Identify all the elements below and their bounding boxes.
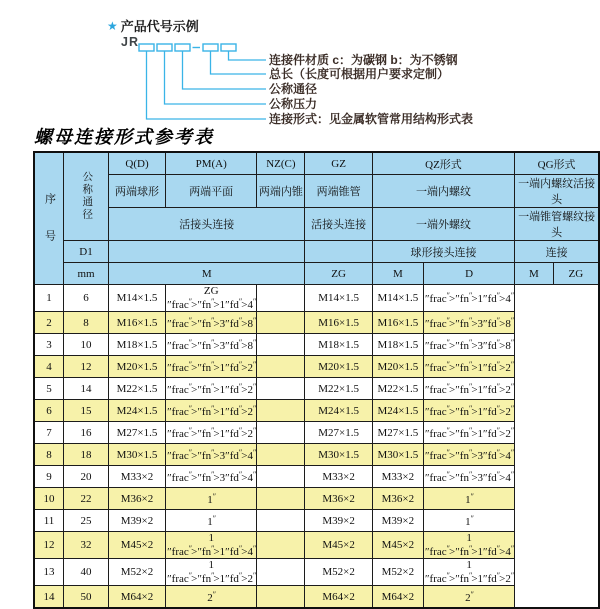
cell-qg-m: M30×1.5 (372, 444, 423, 466)
table-row (34, 559, 599, 586)
header-connect: 连接 (515, 241, 599, 263)
cell-qg-zg: 2″ (423, 586, 514, 609)
cell-dn-mm: 6 (64, 285, 109, 312)
cell-qz-m (257, 586, 305, 609)
cell-qg-m: M27×1.5 (372, 422, 423, 444)
cell-dn-mm: 15 (64, 400, 109, 422)
header-desc-qz: 一端内螺纹 (372, 175, 514, 208)
cell-m: M64×2 (109, 586, 166, 609)
cell-zg: 1″ (166, 488, 257, 510)
table-row (34, 488, 599, 510)
header-row-5 (34, 263, 599, 285)
cell-qg-zg: ″frac″>″fn″>1″fd″>4″ (423, 285, 514, 312)
cell-qz-d: M36×2 (305, 488, 372, 510)
cell-zg: 2″ (166, 586, 257, 609)
page-title: 螺母连接形式参考表 (34, 127, 214, 148)
header-desc-pm: 两端平面 (166, 175, 257, 208)
header-conn-qg: 一端锥管螺纹接头 (515, 208, 599, 241)
cell-zg: ″frac″>″fn″>3″fd″>4″ (166, 466, 257, 488)
cell-zg: ″frac″>″fn″>1″fd″>2″ (166, 400, 257, 422)
cell-no: 8 (34, 444, 64, 466)
header-conn-qz: 一端外螺纹 (372, 208, 514, 241)
cell-qg-zg: ″frac″>″fn″>1″fd″>2″ (423, 400, 514, 422)
cell-zg: ″frac″>″fn″>3″fd″>4″ (166, 444, 257, 466)
cell-qg-m: M52×2 (372, 559, 423, 586)
label-material: 连接件材质 c：为碳钢 b：为不锈钢 (269, 53, 458, 67)
cell-no: 14 (34, 586, 64, 609)
header-group-gz: GZ (305, 152, 372, 175)
header-empty-cell (305, 241, 372, 263)
cell-qz-d: M27×1.5 (305, 422, 372, 444)
cell-zg: ″frac″>″fn″>1″fd″>2″ (166, 356, 257, 378)
code-box (203, 44, 218, 51)
cell-zg: 1 ″frac″>″fn″>1″fd″>2″ (167, 559, 256, 585)
header-empty-cell (109, 241, 305, 263)
cell-m: M33×2 (109, 466, 166, 488)
header-ball-joint: 球形接头连接 (372, 241, 514, 263)
cell-qz-m (257, 559, 305, 586)
cell-dn-mm: 20 (64, 466, 109, 488)
cell-qz-d: M30×1.5 (305, 444, 372, 466)
cell-no: 1 (34, 285, 64, 312)
table-row (34, 312, 599, 334)
header-group-pm: PM(A) (166, 152, 257, 175)
cell-qz-d: M33×2 (305, 466, 372, 488)
table-row (34, 285, 599, 312)
cell-qg-m: M22×1.5 (372, 378, 423, 400)
cell-qz-m (257, 356, 305, 378)
cell-qg-zg: 1″ (423, 510, 514, 532)
code-prefix: JR (121, 35, 139, 49)
header-unit-m: M (109, 263, 305, 285)
cell-qg-zg: ″frac″>″fn″>1″fd″>2″ (423, 378, 514, 400)
cell-qz-d: M39×2 (305, 510, 372, 532)
cell-no: 9 (34, 466, 64, 488)
cell-dn-mm: 32 (64, 532, 109, 559)
connector (229, 52, 267, 61)
cell-qz-m (257, 532, 305, 559)
cell-qg-zg: 1 ″frac″>″fn″>1″fd″>4″ (424, 532, 514, 558)
cell-zg: 1 ″frac″>″fn″>1″fd″>4″ (167, 532, 256, 558)
header-desc-gz: 两端锥管 (305, 175, 372, 208)
cell-m: M27×1.5 (109, 422, 166, 444)
cell-dn-mm: 14 (64, 378, 109, 400)
connector (211, 52, 267, 75)
cell-no: 7 (34, 422, 64, 444)
header-mm: mm (64, 263, 109, 285)
cell-dn-mm: 50 (64, 586, 109, 609)
cell-qz-d: M18×1.5 (305, 334, 372, 356)
header-group-nz: NZ(C) (257, 152, 305, 175)
cell-qz-m (257, 400, 305, 422)
code-box (139, 44, 154, 51)
cell-qg-m: M16×1.5 (372, 312, 423, 334)
cell-qg-m: M20×1.5 (372, 356, 423, 378)
cell-qg-zg: ″frac″>″fn″>1″fd″>2″ (423, 422, 514, 444)
cell-qz-d: M64×2 (305, 586, 372, 609)
table-row (34, 422, 599, 444)
header-row-1 (34, 152, 599, 175)
cell-qz-d: M45×2 (305, 532, 372, 559)
table-row (34, 400, 599, 422)
cell-dn-mm: 16 (64, 422, 109, 444)
table-row (34, 444, 599, 466)
cell-qg-m: M14×1.5 (372, 285, 423, 312)
cell-qz-m (257, 466, 305, 488)
cell-qg-zg: 1 ″frac″>″fn″>1″fd″>2″ (424, 559, 514, 585)
header-desc-qd: 两端球形 (109, 175, 166, 208)
cell-m: M18×1.5 (109, 334, 166, 356)
cell-dn-mm: 10 (64, 334, 109, 356)
header-group-qz: QZ形式 (372, 152, 514, 175)
header-conn-union: 活接头连接 (109, 208, 305, 241)
header-group-qg: QG形式 (515, 152, 599, 175)
table-body (34, 285, 599, 609)
cell-no: 6 (34, 400, 64, 422)
diagram-title-text: 产品代号示例 (120, 19, 199, 34)
cell-dn-mm: 18 (64, 444, 109, 466)
cell-qz-m (257, 422, 305, 444)
cell-qz-d: M24×1.5 (305, 400, 372, 422)
header-row-2 (34, 175, 599, 208)
cell-m: M36×2 (109, 488, 166, 510)
cell-m: M22×1.5 (109, 378, 166, 400)
cell-m: M39×2 (109, 510, 166, 532)
table-row (34, 510, 599, 532)
header-dia: 公称通径 (64, 152, 109, 241)
nut-connection-table (33, 151, 600, 609)
header-row-4 (34, 241, 599, 263)
cell-m: M14×1.5 (109, 285, 166, 312)
cell-no: 12 (34, 532, 64, 559)
header-unit-qg-zg: ZG (553, 263, 599, 285)
header-desc-nz: 两端内锥 (257, 175, 305, 208)
header-desc-qg: 一端内螺纹活接头 (515, 175, 599, 208)
cell-m: M52×2 (109, 559, 166, 586)
cell-qg-zg: ″frac″>″fn″>3″fd″>4″ (423, 466, 514, 488)
cell-qg-zg: ″frac″>″fn″>3″fd″>8″ (423, 312, 514, 334)
cell-qg-m: M64×2 (372, 586, 423, 609)
header-conn-union-gz: 活接头连接 (305, 208, 372, 241)
cell-m: M30×1.5 (109, 444, 166, 466)
code-box (157, 44, 172, 51)
cell-qz-m (257, 510, 305, 532)
label-connection-form: 连接形式：见金属软管常用结构形式表 (269, 112, 474, 126)
header-d1: D1 (64, 241, 109, 263)
cell-qg-zg: 1″ (423, 488, 514, 510)
cell-zg: ″frac″>″fn″>3″fd″>8″ (166, 312, 257, 334)
cell-qz-m (257, 334, 305, 356)
label-total-length: 总长（长度可根据用户要求定制） (269, 67, 450, 81)
cell-no: 11 (34, 510, 64, 532)
table-row (34, 586, 599, 609)
cell-m: M20×1.5 (109, 356, 166, 378)
connector (183, 52, 267, 90)
header-unit-qz-m: M (372, 263, 423, 285)
code-box (175, 44, 190, 51)
cell-zg: ″frac″>″fn″>3″fd″>8″ (166, 334, 257, 356)
header-group-qd: Q(D) (109, 152, 166, 175)
cell-no: 2 (34, 312, 64, 334)
cell-zg: ZG ″frac″>″fn″>1″fd″>4″ (167, 285, 256, 311)
header-unit-qz-d: D (423, 263, 514, 285)
cell-qg-zg: ″frac″>″fn″>3″fd″>4″ (423, 444, 514, 466)
cell-qg-zg: ″frac″>″fn″>1″fd″>2″ (423, 356, 514, 378)
cell-qz-m (257, 488, 305, 510)
cell-qg-m: M24×1.5 (372, 400, 423, 422)
label-nominal-diameter: 公称通径 (269, 82, 318, 96)
header-unit-zg: ZG (305, 263, 372, 285)
cell-dn-mm: 8 (64, 312, 109, 334)
cell-qg-m: M36×2 (372, 488, 423, 510)
cell-no: 5 (34, 378, 64, 400)
cell-no: 4 (34, 356, 64, 378)
cell-zg: ″frac″>″fn″>1″fd″>2″ (166, 422, 257, 444)
cell-qz-d: M16×1.5 (305, 312, 372, 334)
table-header (34, 152, 599, 285)
cell-dn-mm: 12 (64, 356, 109, 378)
star-icon: ★ (107, 18, 118, 33)
table-row (34, 334, 599, 356)
label-nominal-pressure: 公称压力 (269, 97, 318, 111)
cell-qz-d: M52×2 (305, 559, 372, 586)
cell-qg-m: M45×2 (372, 532, 423, 559)
table-row (34, 532, 599, 559)
cell-qz-m (257, 444, 305, 466)
cell-qz-d: M14×1.5 (305, 285, 372, 312)
cell-m: M16×1.5 (109, 312, 166, 334)
cell-no: 10 (34, 488, 64, 510)
cell-dn-mm: 40 (64, 559, 109, 586)
cell-qz-d: M20×1.5 (305, 356, 372, 378)
header-unit-qg-m: M (515, 263, 553, 285)
table-row (34, 378, 599, 400)
cell-qz-d: M22×1.5 (305, 378, 372, 400)
cell-qg-m: M39×2 (372, 510, 423, 532)
cell-no: 13 (34, 559, 64, 586)
cell-m: M45×2 (109, 532, 166, 559)
cell-qg-m: M33×2 (372, 466, 423, 488)
header-row-3 (34, 208, 599, 241)
cell-no: 3 (34, 334, 64, 356)
code-box (221, 44, 236, 51)
cell-dn-mm: 25 (64, 510, 109, 532)
cell-dn-mm: 22 (64, 488, 109, 510)
cell-zg: 1″ (166, 510, 257, 532)
cell-m: M24×1.5 (109, 400, 166, 422)
cell-qz-m (257, 285, 305, 312)
table-row (34, 356, 599, 378)
diagram-title (107, 16, 199, 35)
cell-qz-m (257, 312, 305, 334)
table-row (34, 466, 599, 488)
cell-zg: ″frac″>″fn″>1″fd″>2″ (166, 378, 257, 400)
header-seq: 序号 (34, 152, 64, 285)
cell-qg-zg: ″frac″>″fn″>3″fd″>8″ (423, 334, 514, 356)
cell-qz-m (257, 378, 305, 400)
cell-qg-m: M18×1.5 (372, 334, 423, 356)
